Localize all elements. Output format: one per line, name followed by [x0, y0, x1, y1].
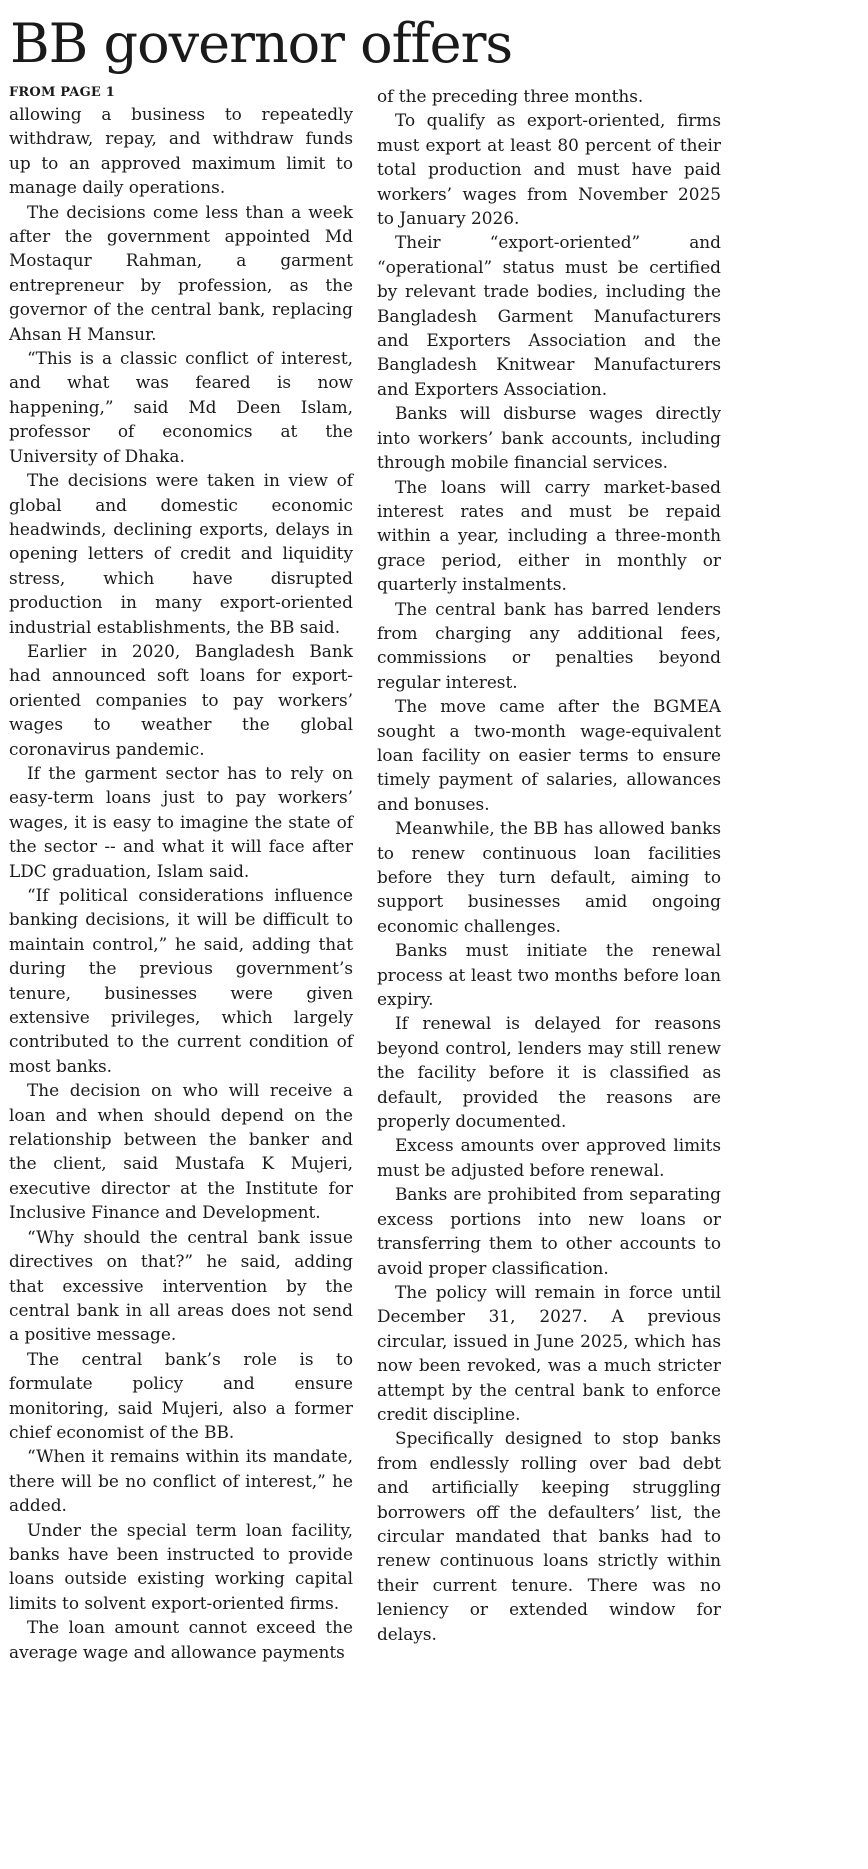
paragraph: “If political considerations influence banking decisions, it will be difficult to maintain control,” he said, adding that during the previous government’s tenure, businesses were given extensive privileges, which largely contributed to the current condition of most banks. [9, 885, 353, 1076]
paragraph: “When it remains within its mandate, there will be no conflict of interest,” he added. [9, 1446, 353, 1516]
paragraph: The decisions were taken in view of global and domestic economic headwinds, declining exports, delays in opening letters of credit and liquidity stress, which have disrupted production in many export-oriented industrial establishments, the BB said. [9, 470, 353, 637]
paragraph: The loan amount cannot exceed the average wage and allowance payments [9, 1617, 353, 1662]
paragraph: The policy will remain in force until December 31, 2027. A previous circular, issued in June 2025, which has now been revoked, was a much stricter attempt by the central bank to enforce credit discipline. [377, 1281, 721, 1424]
paragraph: Excess amounts over approved limits must be adjusted before renewal. [377, 1135, 721, 1180]
paragraph: Banks will disburse wages directly into workers’ bank accounts, including through mobile financial services. [377, 403, 721, 473]
paragraph: The decision on who will receive a loan and when should depend on the relationship between the banker and the client, said Mustafa K Mujeri, executive director at the Institute for Inclusive Finance and Development. [9, 1080, 353, 1223]
paragraph: If the garment sector has to rely on easy-term loans just to pay workers’ wages, it is easy to imagine the state of the sector -- and what it will face after LDC graduation, Islam said. [9, 762, 353, 881]
paragraph: The move came after the BGMEA sought a two-month wage-equivalent loan facility on easier terms to ensure timely payment of salaries, allowances and bonuses. [377, 696, 721, 814]
paragraph: of the preceding three months. [377, 86, 644, 106]
jump-label: FROM PAGE 1 [9, 85, 115, 100]
headline: BB governor offers [10, 12, 513, 75]
paragraph: Their “export-oriented” and “operational” status must be certified by relevant trade bodies, including the Bangladesh Garment Manufacturers and Exporters Association and the Bangladesh Knitwear Manufacturers and Exporters Association. [377, 232, 721, 399]
paragraph: Specifically designed to stop banks from endlessly rolling over bad debt and artificially keeping struggling borrowers off the defaulters’ list, the circular mandated that banks had to renew continuous loans strictly within their current tenure. There was no leniency or extended window for delays. [377, 1428, 721, 1644]
paragraph: The central bank’s role is to formulate policy and ensure monitoring, said Mujeri, also a former chief economist of the BB. [9, 1348, 353, 1442]
paragraph: To qualify as export-oriented, firms must export at least 80 percent of their total production and must have paid workers’ wages from November 2025 to January 2026. [377, 110, 721, 229]
paragraph: “Why should the central bank issue directives on that?” he said, adding that excessive intervention by the central bank in all areas does not send a positive message. [9, 1226, 353, 1345]
paragraph: The decisions come less than a week after the government appointed Md Mostaqur Rahman, a garment entrepreneur by profession, as the governor of the central bank, replacing Ahsan H Mansur. [9, 201, 353, 344]
paragraph: Under the special term loan facility, banks have been instructed to provide loans outside existing working capital limits to solvent export-oriented firms. [9, 1519, 353, 1613]
right-column [377, 84, 721, 1646]
paragraph: Earlier in 2020, Bangladesh Bank had announced soft loans for export-oriented companies to pay workers’ wages to weather the global coronavirus pandemic. [9, 640, 353, 759]
paragraph: Meanwhile, the BB has allowed banks to renew continuous loan facilities before they turn default, aiming to support businesses amid ongoing economic challenges. [377, 818, 721, 936]
paragraph: The central bank has barred lenders from charging any additional fees, commissions or penalties beyond regular interest. [377, 598, 721, 692]
paragraph: If renewal is delayed for reasons beyond control, lenders may still renew the facility before it is classified as default, provided the reasons are properly documented. [377, 1013, 721, 1132]
paragraph: Banks are prohibited from separating excess portions into new loans or transferring them to other accounts to avoid proper classification. [377, 1184, 721, 1278]
paragraph: “This is a classic conflict of interest, and what was feared is now happening,” said Md Deen Islam, professor of economics at the University of Dhaka. [9, 348, 353, 466]
paragraph: Banks must initiate the renewal process at least two months before loan expiry. [377, 940, 721, 1010]
paragraph: The loans will carry market-based interest rates and must be repaid within a year, including a three-month grace period, either in monthly or quarterly instalments. [377, 476, 721, 595]
paragraph: allowing a business to repeatedly withdraw, repay, and withdraw funds up to an approved maximum limit to manage daily operations. [9, 104, 353, 198]
left-column [9, 84, 353, 1664]
